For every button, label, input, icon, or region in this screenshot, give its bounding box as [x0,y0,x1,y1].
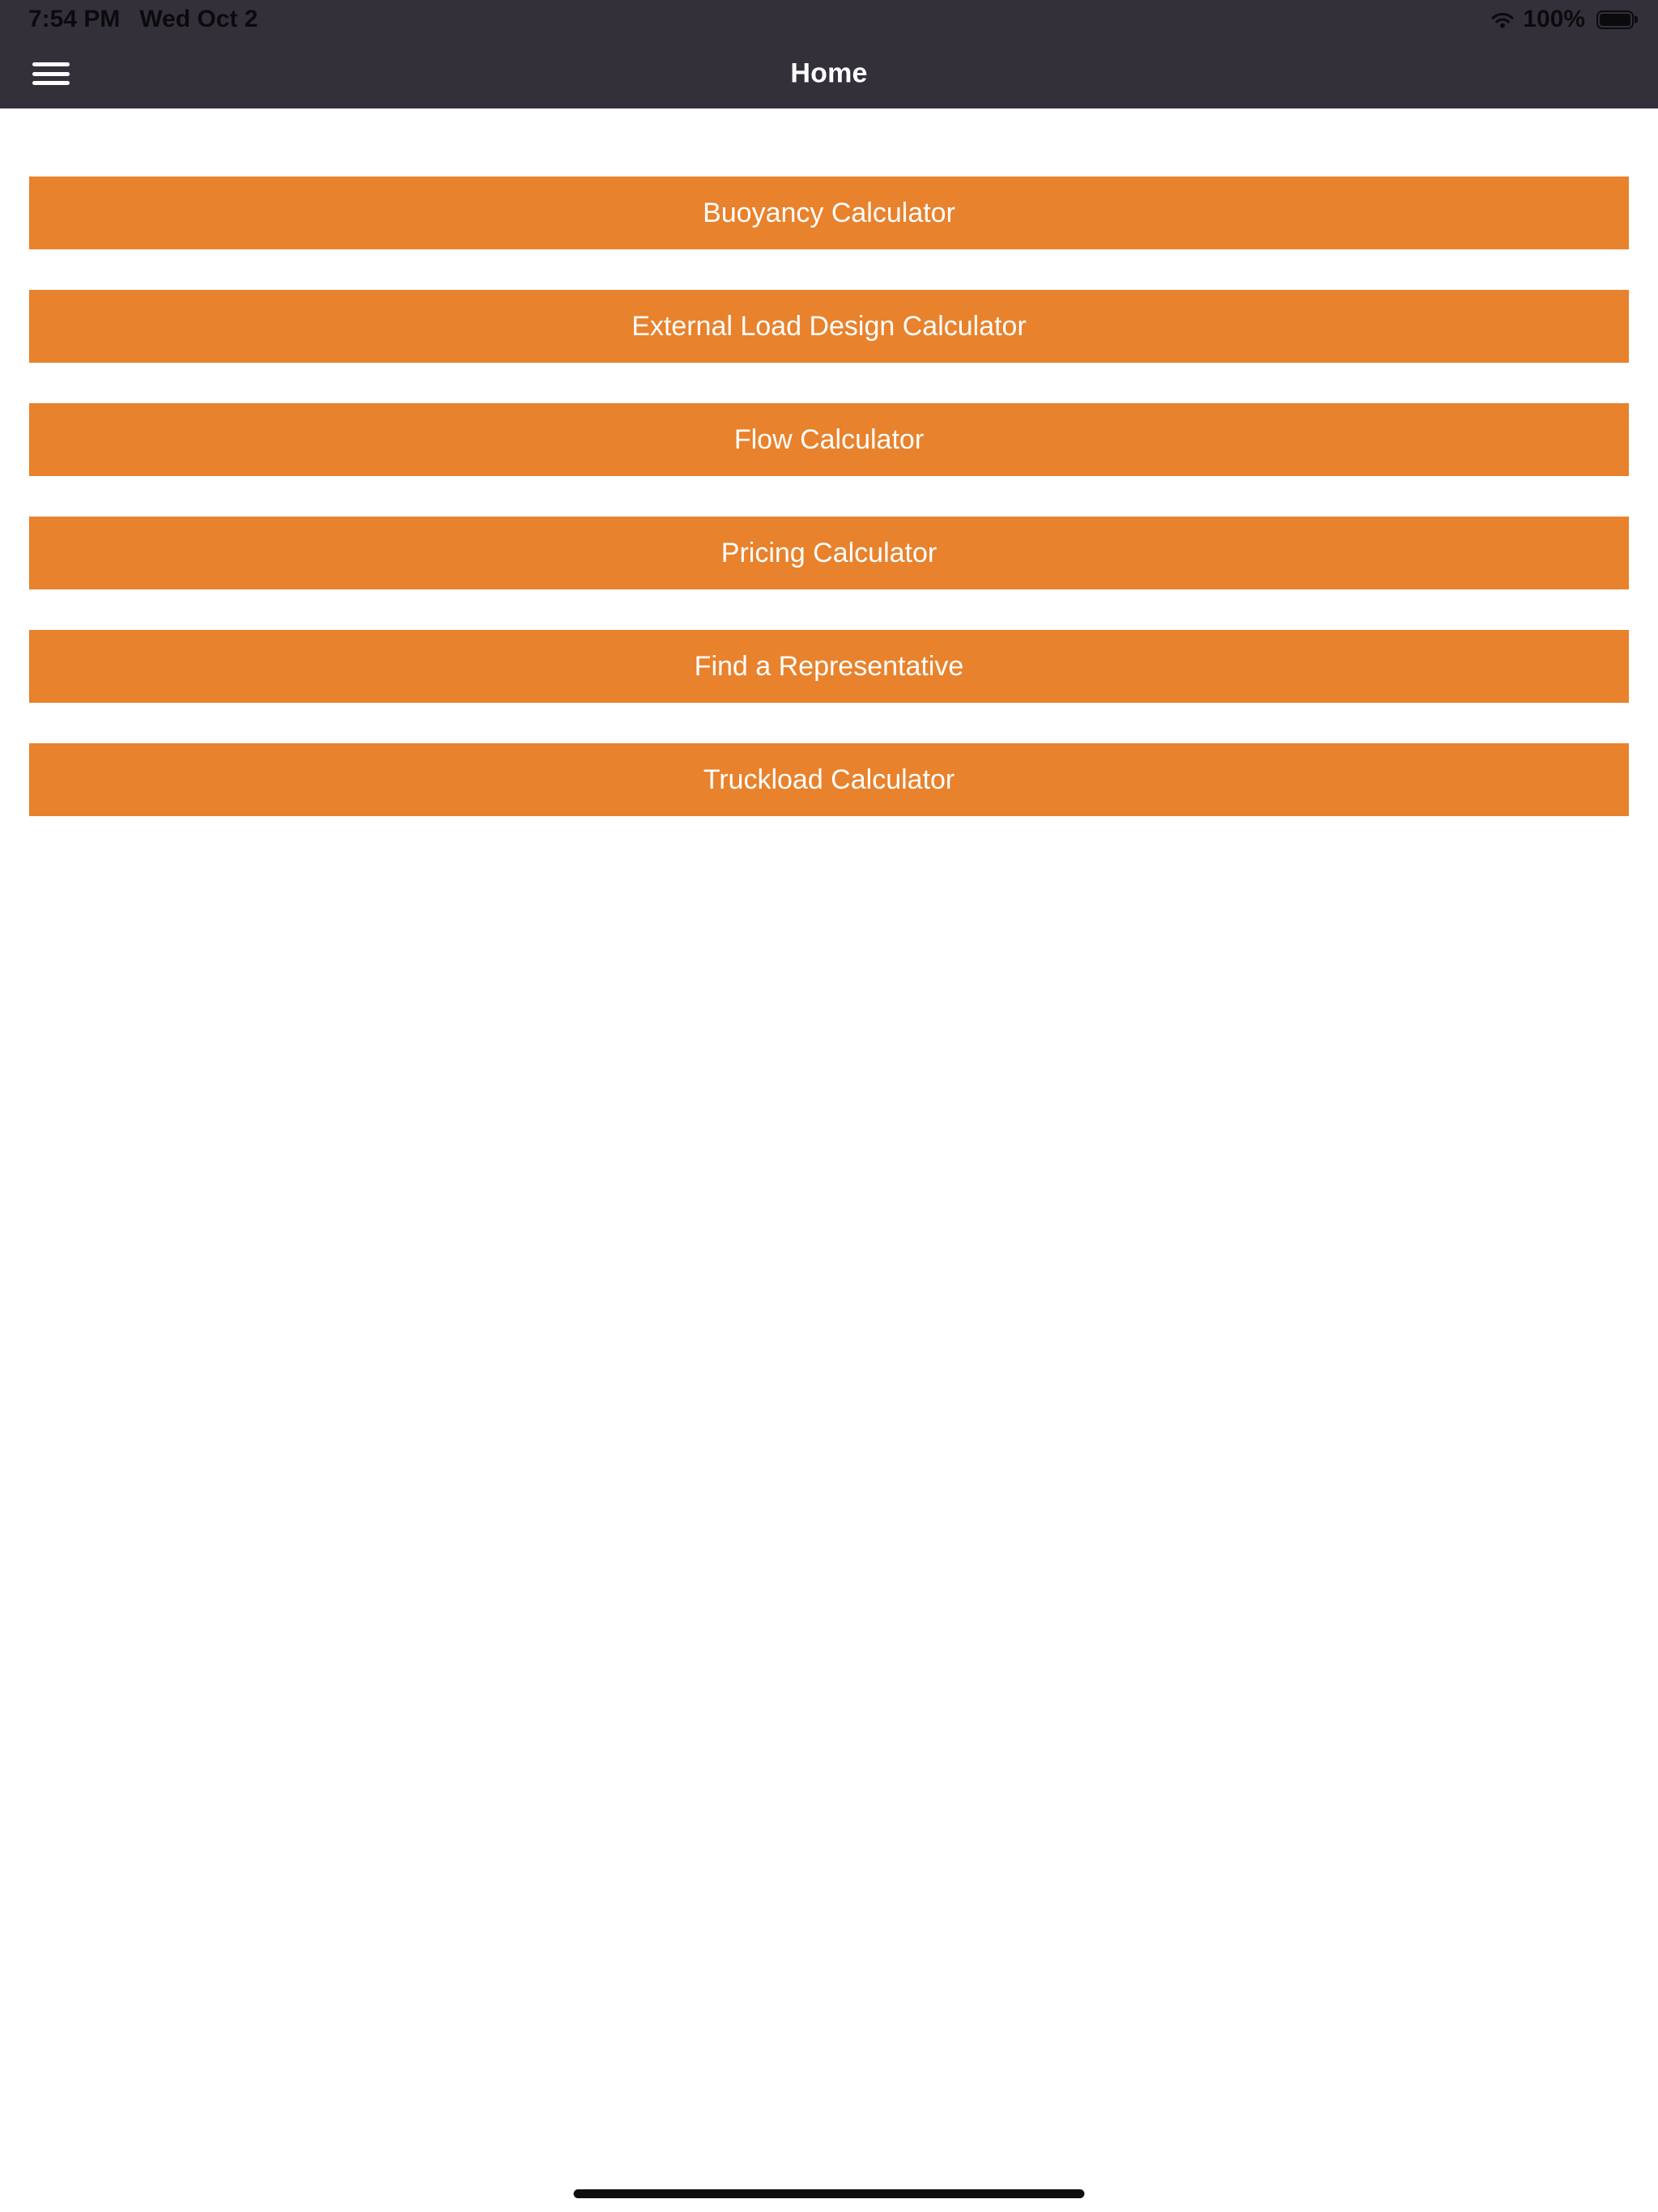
page-title: Home [790,57,868,89]
button-external-load-design-calculator[interactable] [29,290,1629,363]
status-time: 7:54 PM [28,6,121,32]
status-bar-right [1490,6,1634,33]
status-date: Wed Oct 2 [139,6,258,32]
battery-fill [1600,14,1630,26]
battery-percent: 100% [1523,6,1585,32]
wifi-icon [1490,11,1515,28]
button-label: External Load Design Calculator [631,311,1027,342]
button-pricing-calculator[interactable] [29,517,1629,589]
app-header [0,0,1658,108]
calculator-button-list [0,108,1658,816]
nav-bar [0,39,1658,108]
status-bar-left [28,6,258,33]
button-flow-calculator[interactable] [29,403,1629,476]
button-label: Flow Calculator [733,424,925,455]
button-buoyancy-calculator[interactable] [29,177,1629,249]
battery-nub [1635,16,1638,23]
button-find-a-representative[interactable] [29,630,1629,703]
home-indicator-handle[interactable] [574,2189,1085,2198]
button-truckload-calculator[interactable] [29,743,1629,816]
battery-full-icon [1596,11,1634,29]
button-label: Buoyancy Calculator [703,198,955,228]
button-label: Pricing Calculator [721,538,937,568]
button-label: Find a Representative [694,651,964,682]
status-bar [0,0,1658,39]
button-label: Truckload Calculator [703,764,955,795]
